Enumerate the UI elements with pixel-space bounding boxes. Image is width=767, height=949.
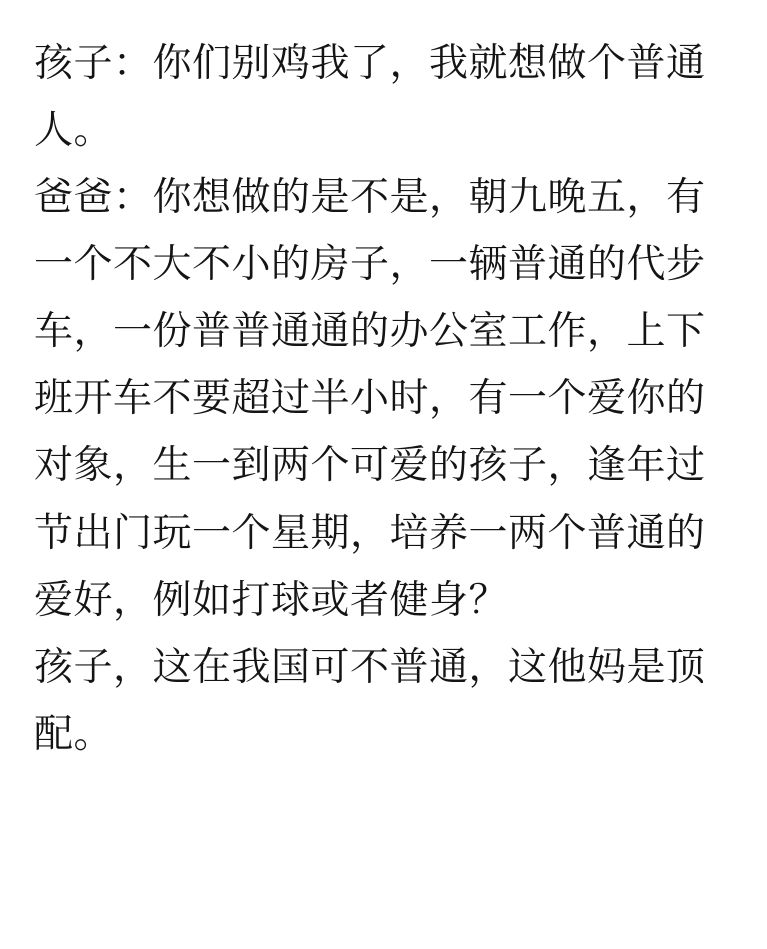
- document-text-block: [34, 30, 739, 768]
- paragraph-child-line: 孩子：你们别鸡我了，我就想做个普通人。: [34, 41, 706, 154]
- paragraph-father-line: 爸爸：你想做的是不是，朝九晚五，有一个不大不小的房子，一辆普通的代步车，一份普普通通的办公室工作，上下班开车不要超过半小时，有一个爱你的对象，生一到两个可爱的孩子，逢年过节出门玩一个星期，培养一两个普通的爱好，例如打球或者健身？: [34, 175, 706, 623]
- paragraph-father-closing-line: 孩子，这在我国可不普通，这他妈是顶配。: [34, 644, 706, 757]
